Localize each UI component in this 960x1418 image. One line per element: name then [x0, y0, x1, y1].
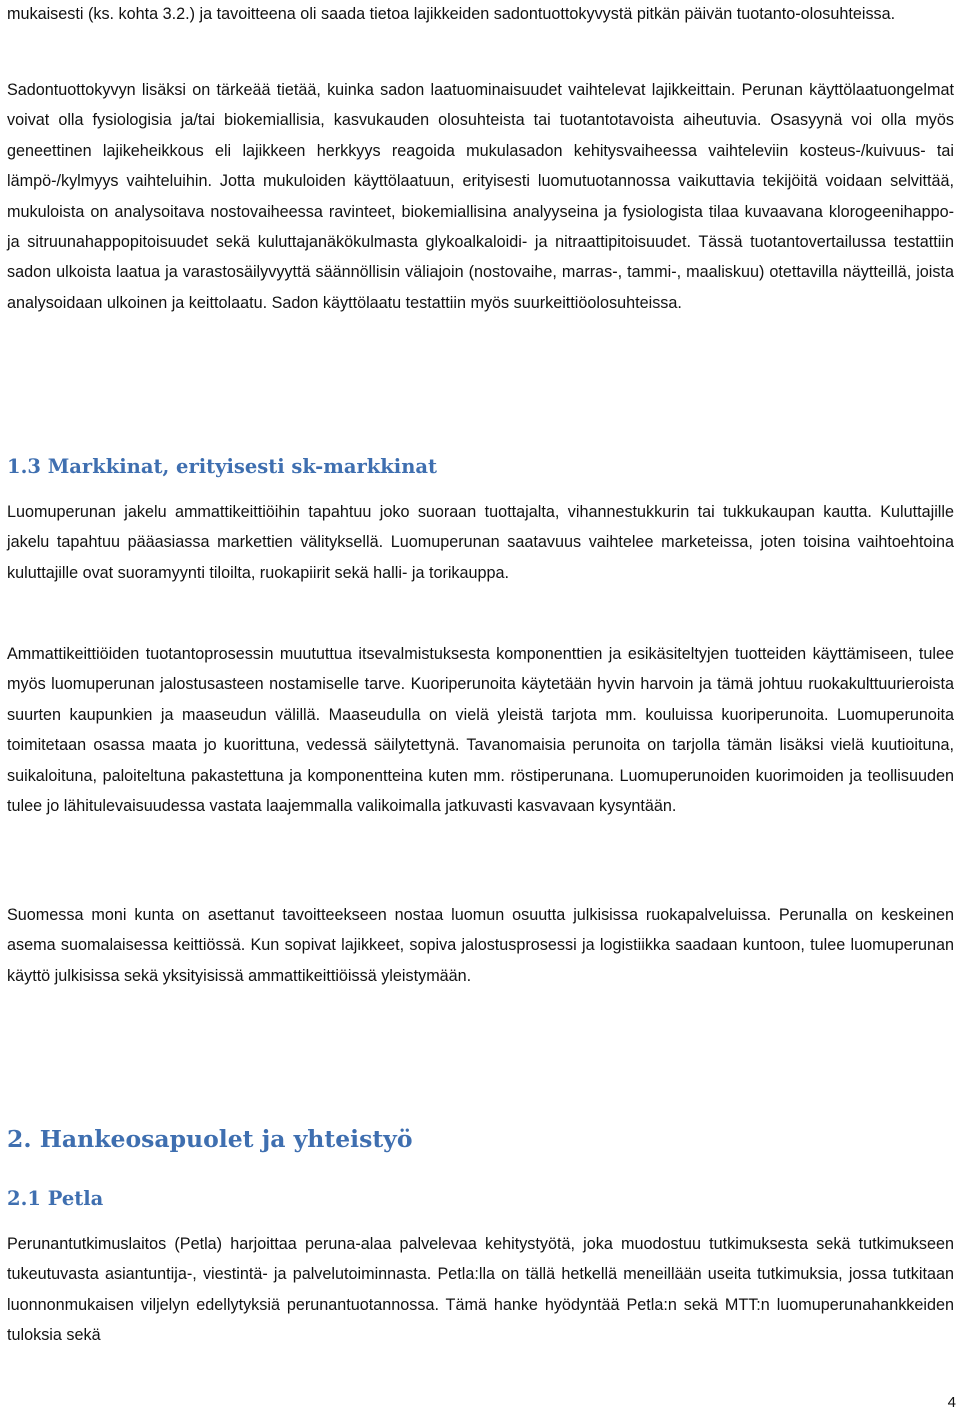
section-heading-petla: 2.1 Petla — [7, 1187, 104, 1210]
paragraph-kayttolaatu: Sadontuottokyvyn lisäksi on tärkeää tietää, kuinka sadon laatuominaisuudet vaihtelevat lajikkeittain. Perunan käyttölaatuongelmat voivat olla fysiologisia ja/tai biokemiallisia, kasvukauden olosuhteista tai tuotantotavoista aiheutuvia. Osasyynä voi olla myös geneettinen lajikeheikkous eli lajikkeen herkkyys reagoida mukulasadon kehitysvaiheessa vaihteleviin kosteus-/kuivuus- tai lämpö-/kylmyys vaihteluihin. Jotta mukuloiden käyttölaatuun, erityisesti luomutuotannossa vaikuttavia tekijöitä voidaan selvittää, mukuloista on analysoitava nostovaiheessa ravinteet, biokemiallisina analyyseina ja fysiologista tilaa kuvaavana klorogeenihappo- ja sitruunahappopitoisuudet sekä kuluttajanäkökulmasta glykoalkaloidi- ja nitraattipitoisuudet. Tässä tuotantovertailussa testattiin sadon ulkoista laatua ja varastosäilyvyyttä säännöllisin väliajoin (nostovaihe, marras-, tammi-, maaliskuu) otettavilla näytteillä, joista analysoidaan ulkoinen ja keittolaatu. Sadon käyttölaatu testattiin myös suurkeittiöolosuhteissa. — [7, 81, 954, 312]
paragraph-petla: Perunantutkimuslaitos (Petla) harjoittaa peruna-alaa palvelevaa kehitystyötä, joka muodostuu tutkimuksesta sekä tutkimukseen tukeutuvasta asiantuntija-, viestintä- ja palvelutoiminnasta. Petla:lla on tällä hetkellä meneillään useita tutkimuksia, jossa tutkitaan luonnonmukaisen viljelyn edellytyksiä perunantuotannossa. Tämä hanke hyödyntää Petla:n sekä MTT:n luomuperunahankkeiden tuloksia sekä — [7, 1235, 954, 1345]
section-heading-markkinat: 1.3 Markkinat, erityisesti sk-markkinat — [7, 455, 438, 478]
paragraph-julkiset-ruokapalvelut: Suomessa moni kunta on asettanut tavoitteekseen nostaa luomun osuutta julkisissa ruokapalveluissa. Perunalla on keskeinen asema suomalaisessa keittiössä. Kun sopivat lajikkeet, sopiva jalostusprosessi ja logistiikka saadaan kuntoon, tulee luomuperunan käyttö julkisissa sekä yksityisissä ammattikeittiöissä yleistymään. — [7, 906, 954, 985]
paragraph-lajikkeet-intro: mukaisesti (ks. kohta 3.2.) ja tavoitteena oli saada tietoa lajikkeiden sadontuottokyvystä pitkän päivän tuotanto-olosuhteissa. — [7, 5, 896, 23]
page-number: 4 — [947, 1394, 956, 1411]
chapter-heading-hankeosapuolet: 2. Hankeosapuolet ja yhteistyö — [7, 1125, 413, 1153]
paragraph-ammattikeittiot: Ammattikeittiöiden tuotantoprosessin muututtua itsevalmistuksesta komponenttien ja esikäsiteltyjen tuotteiden käyttämiseen, tulee myös luomuperunan jalostusasteen nostamiselle tarve. Kuoriperunoita käytetään hyvin harvoin ja tämä johtuu ruokakulttuurieroista suurten kaupunkien ja maaseudun välillä. Maaseudulla on vielä yleistä tarjota mm. kouluissa kuoriperunoita. Luomuperunoita toimitetaan osassa maata jo kuorittuna, vedessä säilytettynä. Tavanomaisia perunoita on tarjolla tämän lisäksi vielä kuutioituna, suikaloituna, paloiteltuna pakastettuna ja komponentteina kuten mm. röstiperunana. Luomuperunoiden kuorimoiden ja teollisuuden tulee jo lähitulevaisuudessa vastata laajemmalla valikoimalla jatkuvasti kasvavaan kysyntään. — [7, 645, 954, 816]
paragraph-jakelu: Luomuperunan jakelu ammattikeittiöihin tapahtuu joko suoraan tuottajalta, vihannestukkurin tai tukkukaupan kautta. Kuluttajille jakelu tapahtuu pääasiassa markettien välityksellä. Luomuperunan saatavuus vaihtelee marketeissa, joten toisina vaihtoehtoina kuluttajille ovat suoramyynti tiloilta, ruokapiirit sekä halli- ja torikauppa. — [7, 503, 954, 582]
